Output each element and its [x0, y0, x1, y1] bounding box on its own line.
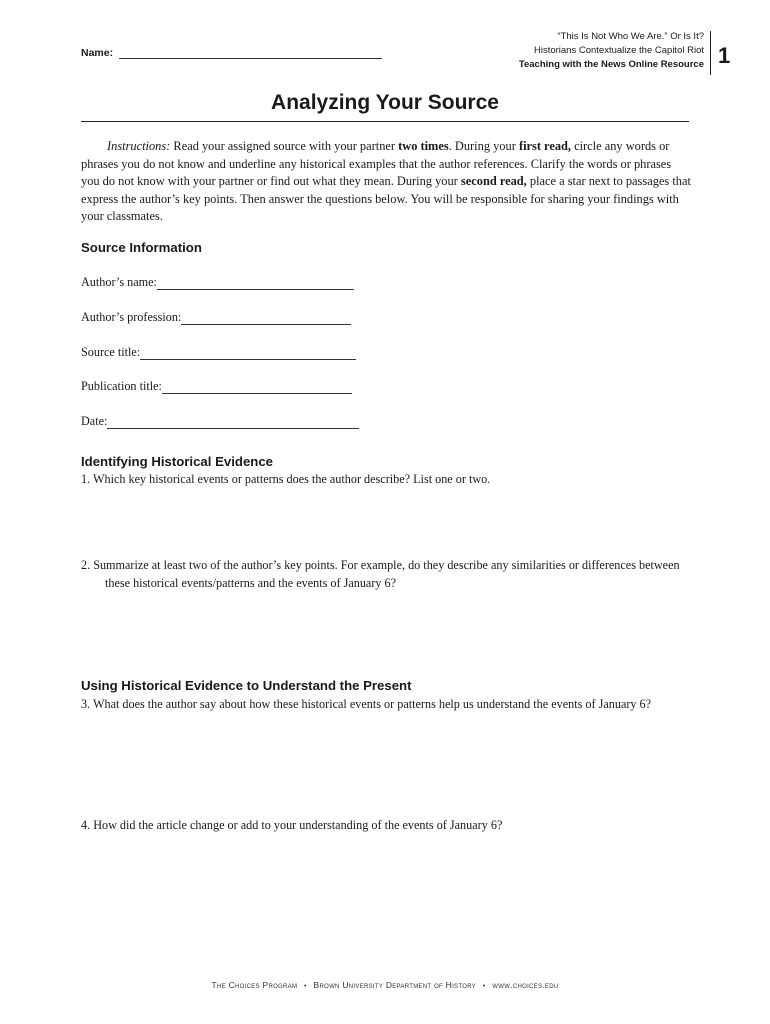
- source-title-field[interactable]: [81, 345, 356, 360]
- page-title: Analyzing Your Source: [271, 91, 499, 114]
- author-profession-field[interactable]: [81, 310, 351, 325]
- author-name-line[interactable]: [157, 276, 354, 290]
- name-label: Name:: [81, 47, 114, 59]
- date-field[interactable]: [81, 414, 359, 429]
- instructions-text: circle any words or phrases you do not know and underline any historical examples that the author references. Clarify the words or phrases you do not know with your partner or find out what they mean. During your: [81, 139, 672, 188]
- field-label: Source title:: [81, 345, 141, 359]
- page-footer: [0, 980, 770, 990]
- instructions-emphasis: second read,: [460, 174, 527, 188]
- author-profession-line[interactable]: [181, 311, 351, 325]
- footer-program: The Choices Program: [211, 980, 298, 990]
- footer-url[interactable]: www.choices.edu: [492, 980, 559, 990]
- source-info-heading: Source Information: [81, 240, 202, 255]
- page-number: 1: [718, 43, 731, 68]
- lesson-subtitle: Historians Contextualize the Capitol Riot: [533, 45, 704, 56]
- instructions-lead: Instructions:: [107, 139, 171, 153]
- instructions-text: Read your assigned source with your partner: [170, 139, 399, 153]
- footer-department: Brown University Department of History: [313, 980, 477, 990]
- footer-separator: •: [304, 983, 307, 990]
- publication-title-line[interactable]: [162, 380, 352, 394]
- field-label: Author’s name:: [81, 275, 157, 289]
- field-label: Publication title:: [81, 379, 162, 393]
- instructions-emphasis: two times: [398, 139, 449, 153]
- name-field-line[interactable]: [119, 58, 382, 59]
- present-heading: Using Historical Evidence to Understand the Present: [81, 678, 412, 693]
- question-1: 1. Which key historical events or patterns does the author describe? List one or two.: [81, 472, 491, 486]
- historical-evidence-heading: Identifying Historical Evidence: [81, 454, 273, 469]
- footer-separator: •: [482, 983, 486, 990]
- instructions-text: . During your: [448, 139, 519, 153]
- header-divider: [710, 31, 711, 75]
- question-3: 3. What does the author say about how these historical events or patterns help us understand the events of January 6?: [81, 697, 652, 711]
- publication-title-field[interactable]: [81, 379, 352, 394]
- source-title-line[interactable]: [140, 346, 356, 360]
- resource-label: Teaching with the News Online Resource: [518, 59, 704, 70]
- date-line[interactable]: [107, 415, 359, 429]
- question-2: 2. Summarize at least two of the author’s key points. For example, do they describe any similarities or differences between these historical events/patterns and the events of January 6?: [81, 558, 680, 590]
- title-rule: [81, 121, 689, 122]
- header-lesson-info: [519, 30, 704, 72]
- instructions-paragraph: [81, 138, 691, 226]
- author-name-field[interactable]: [81, 275, 354, 290]
- instructions-emphasis: first read,: [518, 139, 572, 153]
- question-4: 4. How did the article change or add to your understanding of the events of January 6?: [81, 818, 503, 832]
- lesson-quote: “This Is Not Who We Are.” Or Is It?: [557, 31, 704, 42]
- field-label: Author’s profession:: [81, 310, 182, 324]
- instructions-text: place a star next to passages that express the author’s key points. Then answer the questions below. You will be responsible for sharing your findings with your classmates.: [81, 174, 691, 223]
- field-label: Date:: [81, 414, 108, 428]
